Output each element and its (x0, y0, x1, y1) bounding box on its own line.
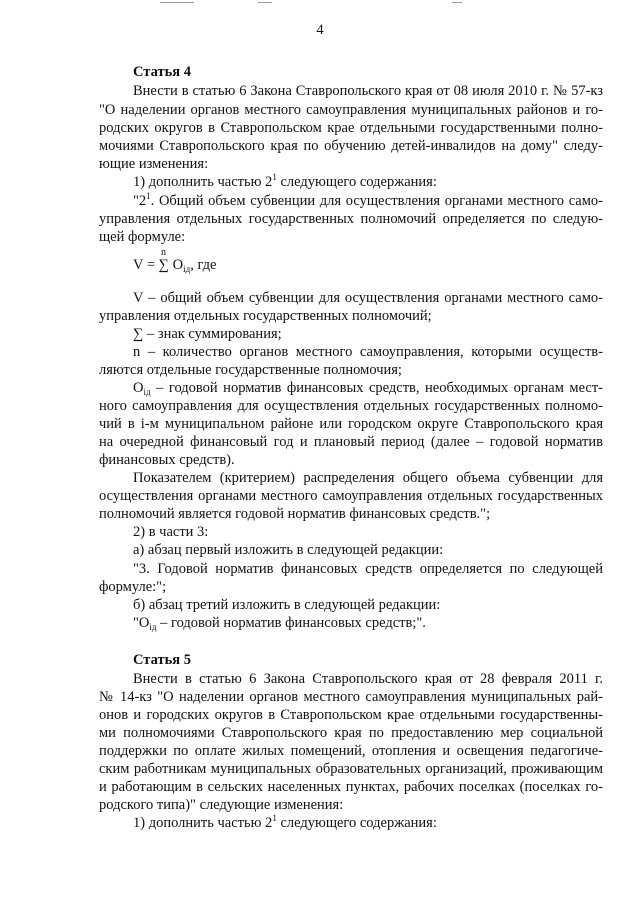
definition-v-line: управления отдельных государственных полномочий; (99, 308, 432, 324)
article-4-quote-line: щей формуле: (99, 229, 186, 245)
article-4-intro-line: родских округов в Ставропольском крае отдельными государственными полно- (99, 120, 603, 136)
definition-sum: ∑ – знак суммирования; (133, 326, 282, 342)
superscript: 1 (272, 172, 277, 182)
article-5-intro-line: ским работникам муниципальных образовательных организаций, проживающим (99, 761, 603, 777)
definition-n-line: ляются отдельные государственные полномочия; (99, 362, 402, 378)
definition-v-line: V – общий объем субвенции для осуществления органами местного само- (133, 290, 603, 306)
article-4-item-2a-quote: формуле:"; (99, 579, 167, 595)
item-text: следующего содержания: (276, 815, 437, 831)
article-4-item-1 (133, 174, 437, 192)
formula-term: O (168, 257, 184, 273)
formula (133, 257, 216, 275)
formula-upper-limit: n (161, 247, 166, 258)
article-5-heading: Статья 5 (133, 652, 191, 668)
quote-text: – годовой норматив финансовых средств;". (156, 615, 426, 631)
article-4-heading: Статья 4 (133, 64, 191, 80)
article-4-item-2a: а) абзац первый изложить в следующей редакции: (133, 542, 444, 558)
item-text: 1) дополнить частью 2 (133, 174, 273, 190)
article-5-intro-line: родского типа)" следующие изменения: (99, 797, 344, 813)
superscript: 1 (146, 191, 151, 201)
article-4-item-2b: б) абзац третий изложить в следующей редакции: (133, 597, 441, 613)
criterion-line: полномочий является годовой норматив финансовых средств."; (99, 506, 491, 522)
sigma-symbol: ∑ (158, 257, 169, 273)
formula-tail: , где (190, 257, 217, 273)
scan-artifact-line (160, 2, 194, 3)
article-4-item-2b-quote (133, 615, 426, 633)
quote-text: "O (133, 615, 150, 631)
definition-o-line: ного самоуправления для осуществления отдельных государственных полномо- (99, 398, 603, 414)
criterion-line: осуществления органами местного самоуправления отдельных государственных (99, 488, 603, 504)
definition-text: – годовой норматив финансовых средств, необходимых органам мест- (150, 380, 603, 396)
article-4-intro-line: ющие изменения: (99, 156, 209, 172)
definition-o-line: чий в i-м муниципальном районе или городском округе Ставропольского края (99, 416, 603, 432)
article-5-intro-line: № 14-кз "О наделении органов местного самоуправления муниципальных рай- (99, 689, 603, 705)
article-4-item-2a-quote: "3. Годовой норматив финансовых средств определяется по следующей (133, 561, 603, 577)
article-4-intro-line: Внести в статью 6 Закона Ставропольского края от 08 июля 2010 г. № 57-кз (133, 83, 603, 99)
article-4-item-2: 2) в части 3: (133, 524, 209, 540)
page-number: 4 (316, 22, 324, 38)
article-5-item-1 (133, 815, 437, 833)
scan-artifact-line (258, 2, 272, 3)
scan-artifact-line (452, 2, 462, 3)
article-4-quote-line (133, 193, 603, 211)
subscript: iд (143, 387, 151, 397)
subscript: iд (149, 622, 157, 632)
subscript: iд (183, 264, 191, 274)
article-4-quote-line: управления отдельных государственных полномочий определяется по следую- (99, 211, 603, 227)
definition-o-line (133, 380, 603, 398)
definition-n-line: n – количество органов местного самоуправления, которыми осуществ- (133, 344, 603, 360)
article-5-intro-line: Внести в статью 6 Закона Ставропольского края от 28 февраля 2011 г. (133, 671, 603, 687)
quote-text: . Общий объем субвенции для осуществления органами местного само- (150, 193, 603, 209)
criterion-line: Показателем (критерием) распределения общего объема субвенции для (133, 470, 603, 486)
formula-lhs: V = (133, 257, 159, 273)
definition-o-line: финансовых средств). (99, 452, 235, 468)
definition-o-line: на очередной финансовый год и плановый период (далее – годовой норматив (99, 434, 603, 450)
item-text: 1) дополнить частью 2 (133, 815, 273, 831)
article-5-intro-line: и работающим в сельских населенных пунктах, рабочих поселках (поселках го- (99, 779, 603, 795)
quote-text: "2 (133, 193, 147, 209)
definition-term: O (133, 380, 144, 396)
article-5-intro-line: онов и городских округов в Ставропольском крае отдельными государственны- (99, 707, 603, 723)
article-5-intro-line: ми полномочиями Ставропольского края по предоставлению мер социальной (99, 725, 603, 741)
article-4-intro-line: мочиями Ставропольского края по обучению детей-инвалидов на дому" следу- (99, 138, 603, 154)
article-5-intro-line: поддержки по оплате жилых помещений, отопления и освещения педагогиче- (99, 743, 603, 759)
item-text: следующего содержания: (276, 174, 437, 190)
superscript: 1 (272, 813, 277, 823)
article-4-intro-line: "О наделении органов местного самоуправления муниципальных районов и го- (99, 102, 603, 118)
